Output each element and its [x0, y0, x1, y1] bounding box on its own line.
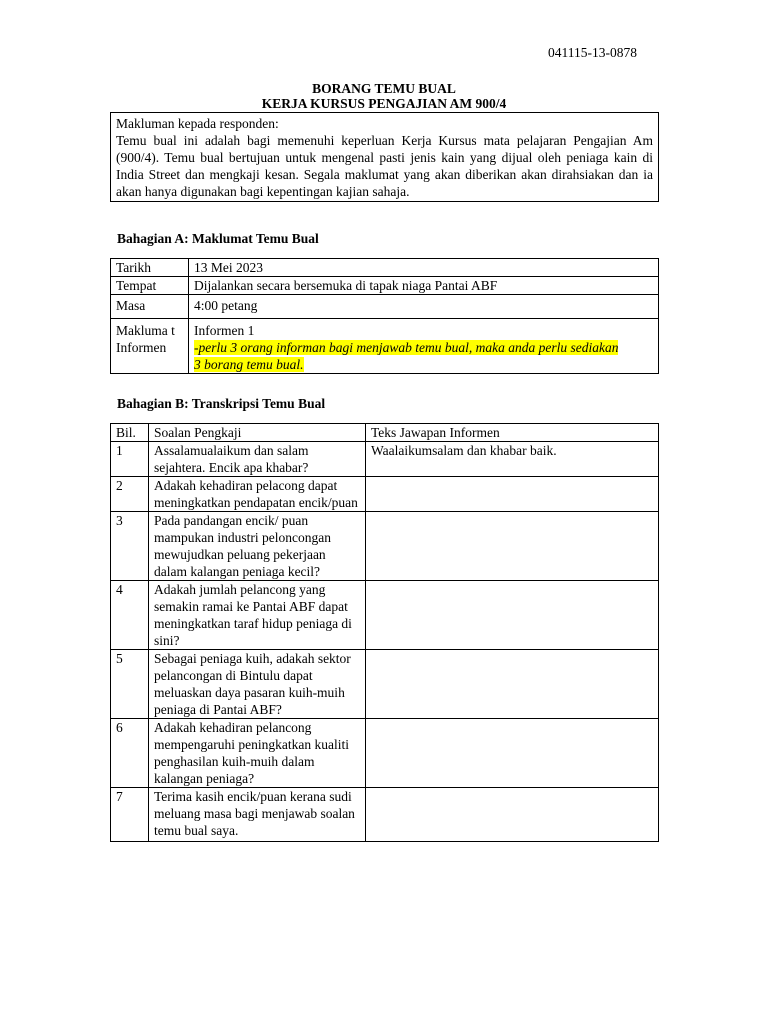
info-row-place: [111, 277, 659, 295]
info-row-time: [111, 295, 659, 319]
info-value: 13 Mei 2023: [189, 259, 659, 277]
table-row: [111, 442, 659, 477]
info-value: Dijalankan secara bersemuka di tapak niaga Pantai ABF: [189, 277, 659, 295]
answer-cell: [366, 788, 659, 842]
table-row: [111, 650, 659, 719]
answer-cell: Waalaikumsalam dan khabar baik.: [366, 442, 659, 477]
interview-info-table: [110, 258, 659, 374]
answer-cell: [366, 512, 659, 581]
info-value: 4:00 petang: [189, 295, 659, 319]
answer-cell: [366, 719, 659, 788]
column-header: Soalan Pengkaji: [149, 424, 366, 442]
info-value: [189, 319, 659, 374]
notice-heading: Makluman kepada responden:: [116, 116, 279, 131]
answer-cell: [366, 477, 659, 512]
highlighted-note: -perlu 3 orang informan bagi menjawab temu bual, maka anda perlu sediakan 3 borang temu bual.: [194, 340, 619, 372]
table-row: [111, 477, 659, 512]
question-cell: Adakah kehadiran pelancong mempengaruhi peningkatkan kualiti penghasilan kuih-muih dalam kalangan peniaga?: [149, 719, 366, 788]
table-header-row: [111, 424, 659, 442]
column-header: Teks Jawapan Informen: [366, 424, 659, 442]
table-row: [111, 512, 659, 581]
info-label: Makluma t Informen: [111, 319, 189, 374]
row-number: 5: [111, 650, 149, 719]
form-subtitle: KERJA KURSUS PENGAJIAN AM 900/4: [261, 96, 507, 111]
question-cell: Pada pandangan encik/ puan mampukan industri peloncongan mewujudkan peluang pekerjaan dalam kalangan peniaga kecil?: [149, 512, 366, 581]
informant-name: Informen 1: [194, 323, 255, 338]
answer-cell: [366, 581, 659, 650]
notice-body: Temu bual ini adalah bagi memenuhi keperluan Kerja Kursus mata pelajaran Pengajian Am (900/4). Temu bual bertujuan untuk mengenal pasti jenis kain yang dijual oleh peniaga kain di India Street dan mengkaji kesan. Segala maklumat yang akan diberikan akan dirahsiakan dan ia akan hanya digunakan bagi kepentingan kajian sahaja.: [116, 133, 653, 199]
answer-cell: [366, 650, 659, 719]
row-number: 4: [111, 581, 149, 650]
table-row: [111, 719, 659, 788]
document-id: 041115-13-0878: [548, 45, 637, 60]
respondent-notice-box: [110, 112, 659, 202]
section-a-heading: Bahagian A: Maklumat Temu Bual: [117, 231, 319, 246]
info-label: Tarikh: [111, 259, 189, 277]
row-number: 6: [111, 719, 149, 788]
row-number: 1: [111, 442, 149, 477]
info-row-informant: [111, 319, 659, 374]
question-cell: Adakah kehadiran pelacong dapat meningkatkan pendapatan encik/puan: [149, 477, 366, 512]
table-row: [111, 581, 659, 650]
form-title: BORANG TEMU BUAL: [312, 81, 456, 96]
informant-note: [194, 339, 653, 373]
question-cell: Terima kasih encik/puan kerana sudi meluang masa bagi menjawab soalan temu bual saya.: [149, 788, 366, 842]
info-row-date: [111, 259, 659, 277]
transcript-table: [110, 423, 659, 842]
row-number: 3: [111, 512, 149, 581]
row-number: 7: [111, 788, 149, 842]
table-row: [111, 788, 659, 842]
info-label: Tempat: [111, 277, 189, 295]
info-label: Masa: [111, 295, 189, 319]
row-number: 2: [111, 477, 149, 512]
question-cell: Adakah jumlah pelancong yang semakin ramai ke Pantai ABF dapat meningkatkan taraf hidup peniaga di sini?: [149, 581, 366, 650]
question-cell: Assalamualaikum dan salam sejahtera. Encik apa khabar?: [149, 442, 366, 477]
question-cell: Sebagai peniaga kuih, adakah sektor pelancongan di Bintulu dapat meluaskan daya pasaran kuih-muih peniaga di Pantai ABF?: [149, 650, 366, 719]
column-header: Bil.: [111, 424, 149, 442]
section-b-heading: Bahagian B: Transkripsi Temu Bual: [117, 396, 326, 411]
